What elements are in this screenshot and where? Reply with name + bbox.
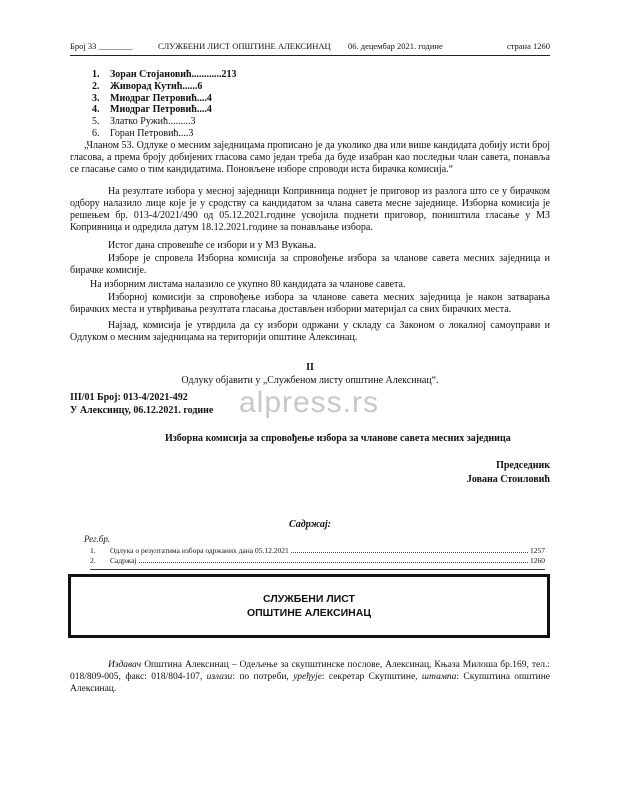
- signature-name: Јована Стоиловић: [466, 474, 550, 485]
- toc-title: Садржај:: [289, 519, 331, 530]
- toc-item-text: Садржај: [110, 556, 137, 565]
- section-numeral: II: [306, 362, 314, 373]
- paragraph-complaint: На резултате избора у месној заједници Копривница поднет је приговор из разлога што се у бирачком одбору налазило лице које је у сродству са кандидатом за члана савета месне заједнице. Изборна комисија је решењем бр. 013-4/2021/490 од 05.12.2021.године усвојила поднети приговор, поништила гласање у МЗ Копривница и одредила датум 18.12.2021.године за понављање избора.: [70, 186, 550, 233]
- paragraph-vukanja: Истог дана спровешће се избори и у МЗ Вукања.: [108, 240, 317, 251]
- watermark: alpress.rs: [238, 386, 380, 419]
- signature-role: Председник: [496, 460, 550, 471]
- imprint: Издавач Општина Алексинац – Одељење за скупштинске послове, Алексинац, Књаза Милоша бр.169, тел.: 018/809-005, факс: 018/804-107, излази: по потреби, уређује: секретар Скупштине, штампа: Скупштина општине Алексинац.: [70, 660, 550, 694]
- toc-reg: Рег.бр.: [84, 534, 111, 544]
- commission-name: Изборна комисија за спровођење избора за чланове савета месних заједница: [165, 433, 511, 444]
- masthead-line1: СЛУЖБЕНИ ЛИСТ: [263, 593, 355, 605]
- masthead-line2: ОПШТИНЕ АЛЕКСИНАЦ: [246, 607, 372, 619]
- paragraph-candidates-count: На изборним листама налазило се укупно 80 кандидата за чланове савета.: [90, 279, 406, 290]
- paragraph-conclusion: Најзад, комисија је утврдила да су избори одржани у складу са Законом о локалној самоуправи и Одлуком о месним заједницама на територији општине Алексинац.: [70, 320, 550, 343]
- list-item: 2. Живорад Кутић......6: [92, 80, 203, 92]
- list-item: 6. Горан Петровић....3: [92, 127, 194, 139]
- reference-place-date: У Алексинцу, 06.12.2021. године: [70, 405, 214, 416]
- list-item: 1. Зоран Стојановић............213: [92, 69, 237, 80]
- candidate-list: [92, 69, 237, 140]
- paragraph-quote: „Чланом 53. Одлуке о месним заједницама прописано је да уколико два или више кандидата добију исти број гласова, а према броју добијених гласова само један треба да буде изабран као последњи члан савета, понавља се гласање само о тим кандидатима. Поновљене изборе спроводи иста бирачка комисија.“: [70, 140, 550, 175]
- toc-item-page: 1257: [530, 546, 545, 555]
- toc-row: 2. Садржај 1260: [90, 556, 545, 565]
- journal-title: СЛУЖБЕНИ ЛИСТ ОПШТИНЕ АЛЕКСИНАЦ: [158, 41, 331, 51]
- toc-item-text: Одлука о резултатима избора одржаних дана 05.12.2021: [110, 546, 289, 555]
- page-number: страна 1260: [506, 41, 550, 51]
- list-item: 4. Миодраг Петровић....4: [92, 104, 212, 116]
- list-item: 3. Миодраг Петровић....4: [92, 92, 212, 104]
- toc-rule: [90, 569, 545, 570]
- toc-item-page: 1260: [530, 556, 545, 565]
- issue-date: 06. децембар 2021. године: [348, 41, 443, 51]
- masthead-box: [68, 574, 550, 638]
- paragraph-commission: Изборе је спровела Изборна комисија за спровођење избора за чланове савета месних заједница и бирачке комисије.: [70, 253, 550, 276]
- paragraph-materials: Изборној комисији за спровођење избора за чланове савета месних заједница је након затварања бирачких места и утврђивања резултата гласања достављен изборни материјал са свих бирачких места.: [70, 292, 550, 315]
- reference-number: III/01 Број: 013-4/2021-492: [70, 392, 188, 403]
- issue-number: Број 33 ________: [70, 41, 133, 51]
- section-text: Одлуку објавити у „Службеном листу општине Алексинац“.: [181, 375, 439, 386]
- header-rule: [70, 55, 550, 56]
- toc-leader: [291, 552, 528, 553]
- list-item: 5. Златко Ружић.........3: [92, 116, 196, 128]
- toc-leader: [139, 562, 529, 563]
- toc-row: 1. Одлука о резултатима избора одржаних дана 05.12.2021 1257: [90, 546, 545, 555]
- page-header: [70, 41, 550, 55]
